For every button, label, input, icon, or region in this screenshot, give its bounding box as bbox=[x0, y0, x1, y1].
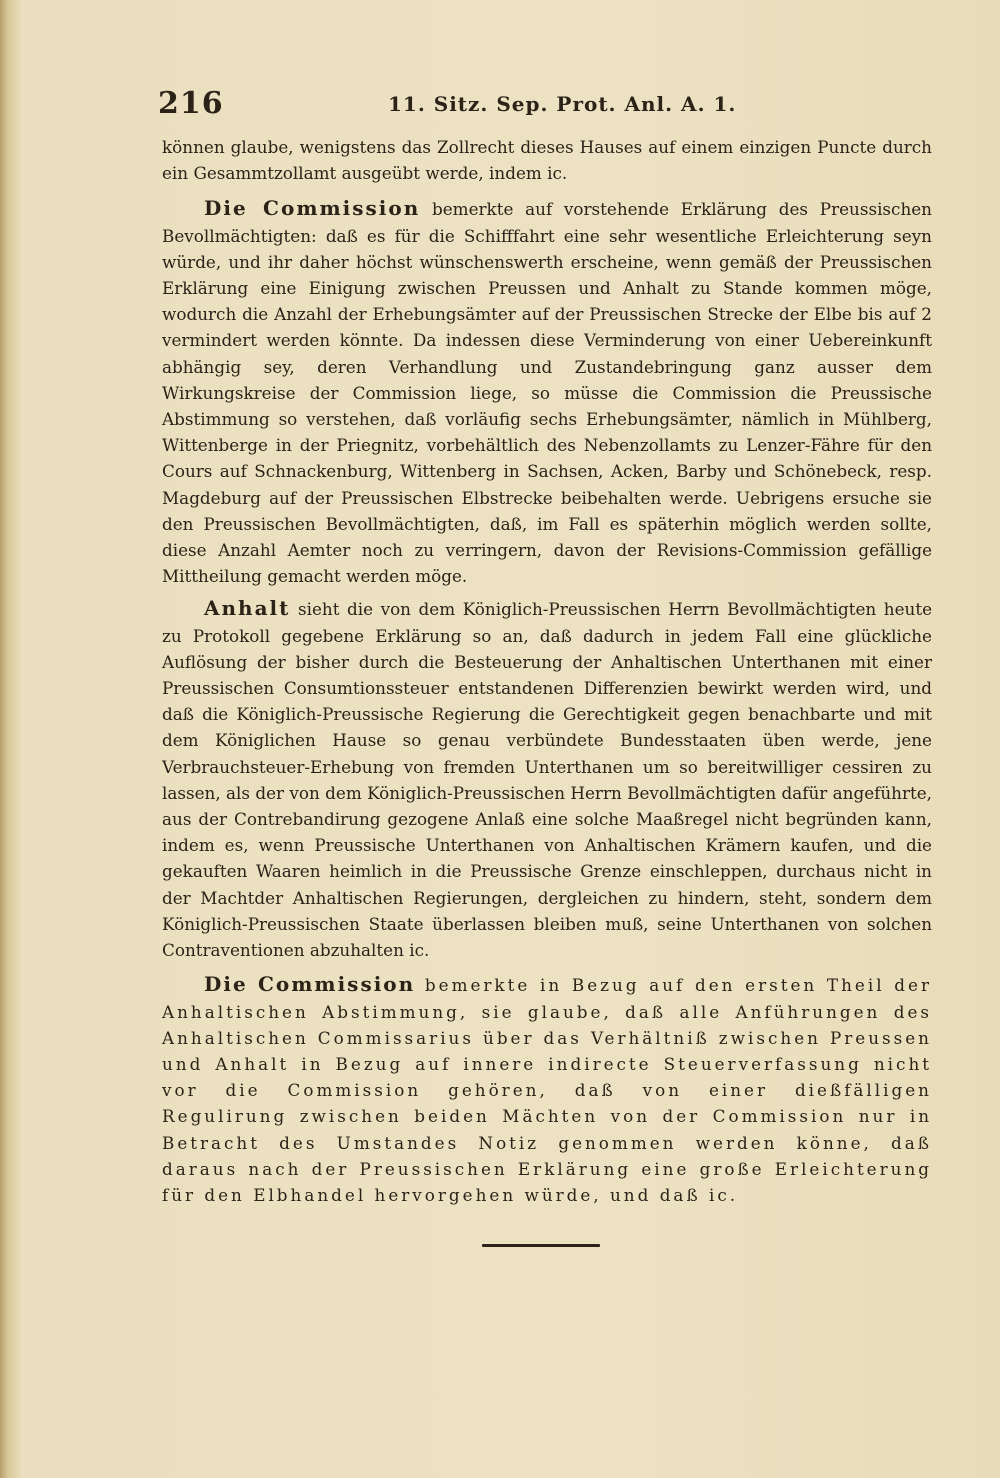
body-text bbox=[162, 134, 932, 1208]
page-number: 216 bbox=[158, 86, 224, 121]
page-header bbox=[158, 86, 918, 126]
paragraph-1-text: können glaube, wenigstens das Zollrecht dieses Hauses auf einem einzigen Puncte durch ein Gesammtzollamt ausgeübt werde, indem ic. bbox=[162, 137, 932, 184]
paragraph-3-text: sieht die von dem Königlich-Preussischen Herrn Bevollmächtigten heute zu Protokoll gegebene Erklärung so an, daß dadurch in jedem Fall eine glückliche Auflösung der bisher durch die Besteuerung der Anhaltischen Unterthanen mit einer Preussischen Consumtionssteuer entstandenen Differenzien bewirkt werden wird, und daß die Königlich-Preussische Regierung die Gerechtigkeit gegen benachbarte und mit dem Königlichen Hause so genau verbündete Bundesstaaten üben werde, jene Verbrauchsteuer-Erhebung von fremden Unterthanen um so bereitwilliger cessiren zu lassen, als der von dem Königlich-Preussischen Herrn Bevollmächtigten dafür angeführte, aus der Contrebandirung gezogene Anlaß eine solche Maaßregel nicht begründen kann, indem es, wenn Preussische Unterthanen von Anhaltischen Krämern kaufen, und die gekauften Waaren heimlich in die Preussische Grenze einschleppen, durchaus nicht in der Machtder Anhaltischen Regierungen, dergleichen zu hindern, steht, sondern dem Königlich-Preussischen Staate überlassen bleiben muß, seine Unterthanen von solchen Contraventionen abzuhalten ic. bbox=[162, 599, 932, 961]
paragraph-4-lead: Die Commission bbox=[204, 972, 416, 997]
paragraph-4-text: bemerkte in Bezug auf den ersten Theil der Anhaltischen Abstimmung, sie glaube, daß alle Anführungen des Anhaltischen Commissarius über das Verhältniß zwischen Preussen und Anhalt in Bezug auf innere indirecte Steuerverfassung nicht vor die Commission gehören, daß von einer dießfälligen Regulirung zwischen beiden Mächten von der Commission nur in Betracht des Umstandes Notiz genommen werden könne, daß daraus nach der Preussischen Erklärung eine große Erleichterung für den Elbhandel hervorgehen würde, und daß ic. bbox=[162, 975, 932, 1205]
paragraph-2 bbox=[162, 195, 932, 589]
paragraph-2-lead: Die Commission bbox=[204, 196, 421, 221]
paragraph-3-lead: Anhalt bbox=[204, 596, 291, 621]
paragraph-3 bbox=[162, 595, 932, 963]
paragraph-1 bbox=[162, 134, 932, 186]
paragraph-4 bbox=[162, 971, 932, 1208]
paragraph-2-text: bemerkte auf vorstehende Erklärung des Preussischen Bevollmächtigten: daß es für die Schifffahrt eine sehr wesentliche Erleichterung seyn würde, und ihr daher höchst wünschenswerth erscheine, wenn gemäß der Preussischen Erklärung eine Einigung zwischen Preussen und Anhalt zu Stande kommen möge, wodurch die Anzahl der Erhebungsämter auf der Preussischen Strecke der Elbe bis auf 2 vermindert werden könnte. Da indessen diese Verminderung von einer Uebereinkunft abhängig sey, deren Verhandlung und Zustandebringung ganz ausser dem Wirkungskreise der Commission liege, so müsse die Commission die Preussische Abstimmung so verstehen, daß vorläufig sechs Erhebungsämter, nämlich in Mühlberg, Wittenberge in der Priegnitz, vorbehältlich des Nebenzollamts zu Lenzer-Fähre für den Cours auf Schnackenburg, Wittenberg in Sachsen, Acken, Barby und Schönebeck, resp. Magdeburg auf der Preussischen Elbstrecke beibehalten werde. Uebrigens ersuche sie den Preussischen Bevollmächtigten, daß, im Fall es späterhin möglich werden sollte, diese Anzahl Aemter noch zu verringern, davon der Revisions-Commission gefällige Mittheilung gemacht werden möge. bbox=[162, 199, 932, 587]
closing-rule bbox=[482, 1244, 600, 1247]
running-head: 11. Sitz. Sep. Prot. Anl. A. 1. bbox=[388, 92, 737, 116]
